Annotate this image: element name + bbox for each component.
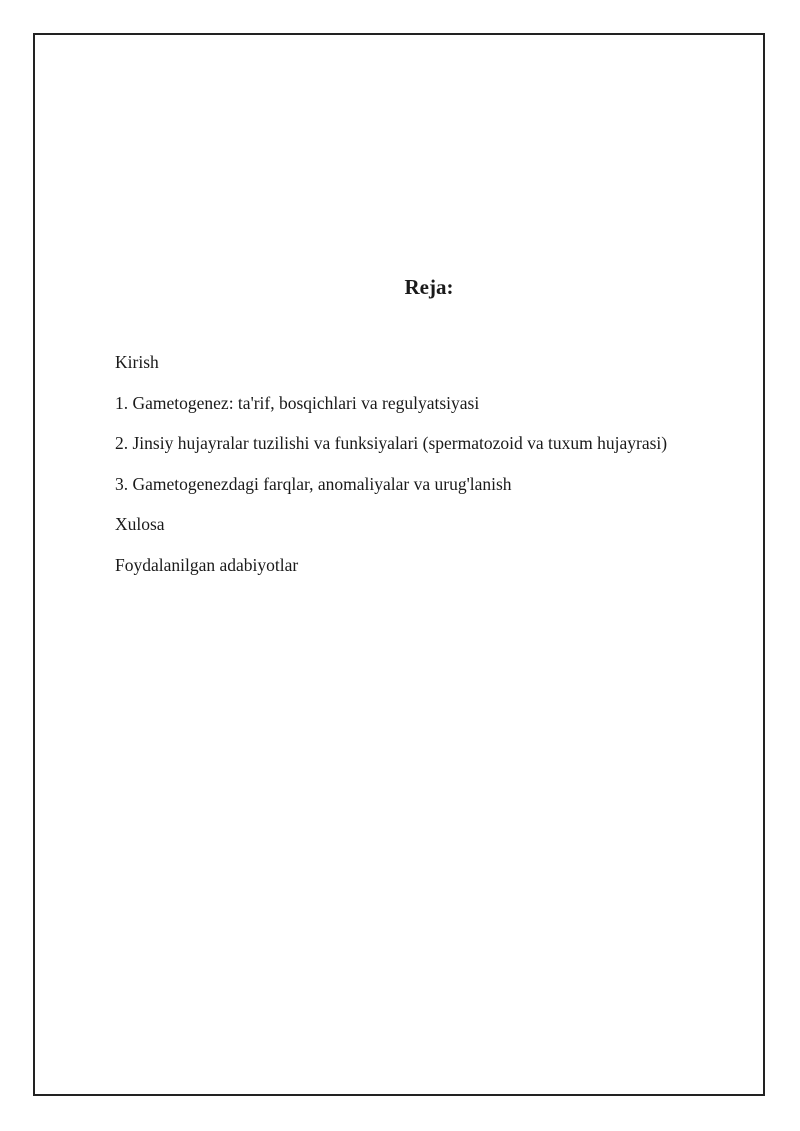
toc-item-references: Foydalanilgan adabiyotlar <box>115 554 299 575</box>
toc-item-conclusion: Xulosa <box>115 514 165 534</box>
table-of-contents <box>115 349 667 592</box>
toc-item-introduction: Kirish <box>115 352 159 372</box>
toc-item-section-1: 1. Gametogenez: ta'rif, bosqichlari va regulyatsiyasi <box>115 392 480 413</box>
toc-item-section-3: 3. Gametogenezdagi farqlar, anomaliyalar va urug'lanish <box>115 473 512 494</box>
page-title: Reja: <box>404 275 454 299</box>
toc-item-section-2: 2. Jinsiy hujayralar tuzilishi va funksiyalari (spermatozoid va tuxum hujayrasi) <box>115 433 668 453</box>
